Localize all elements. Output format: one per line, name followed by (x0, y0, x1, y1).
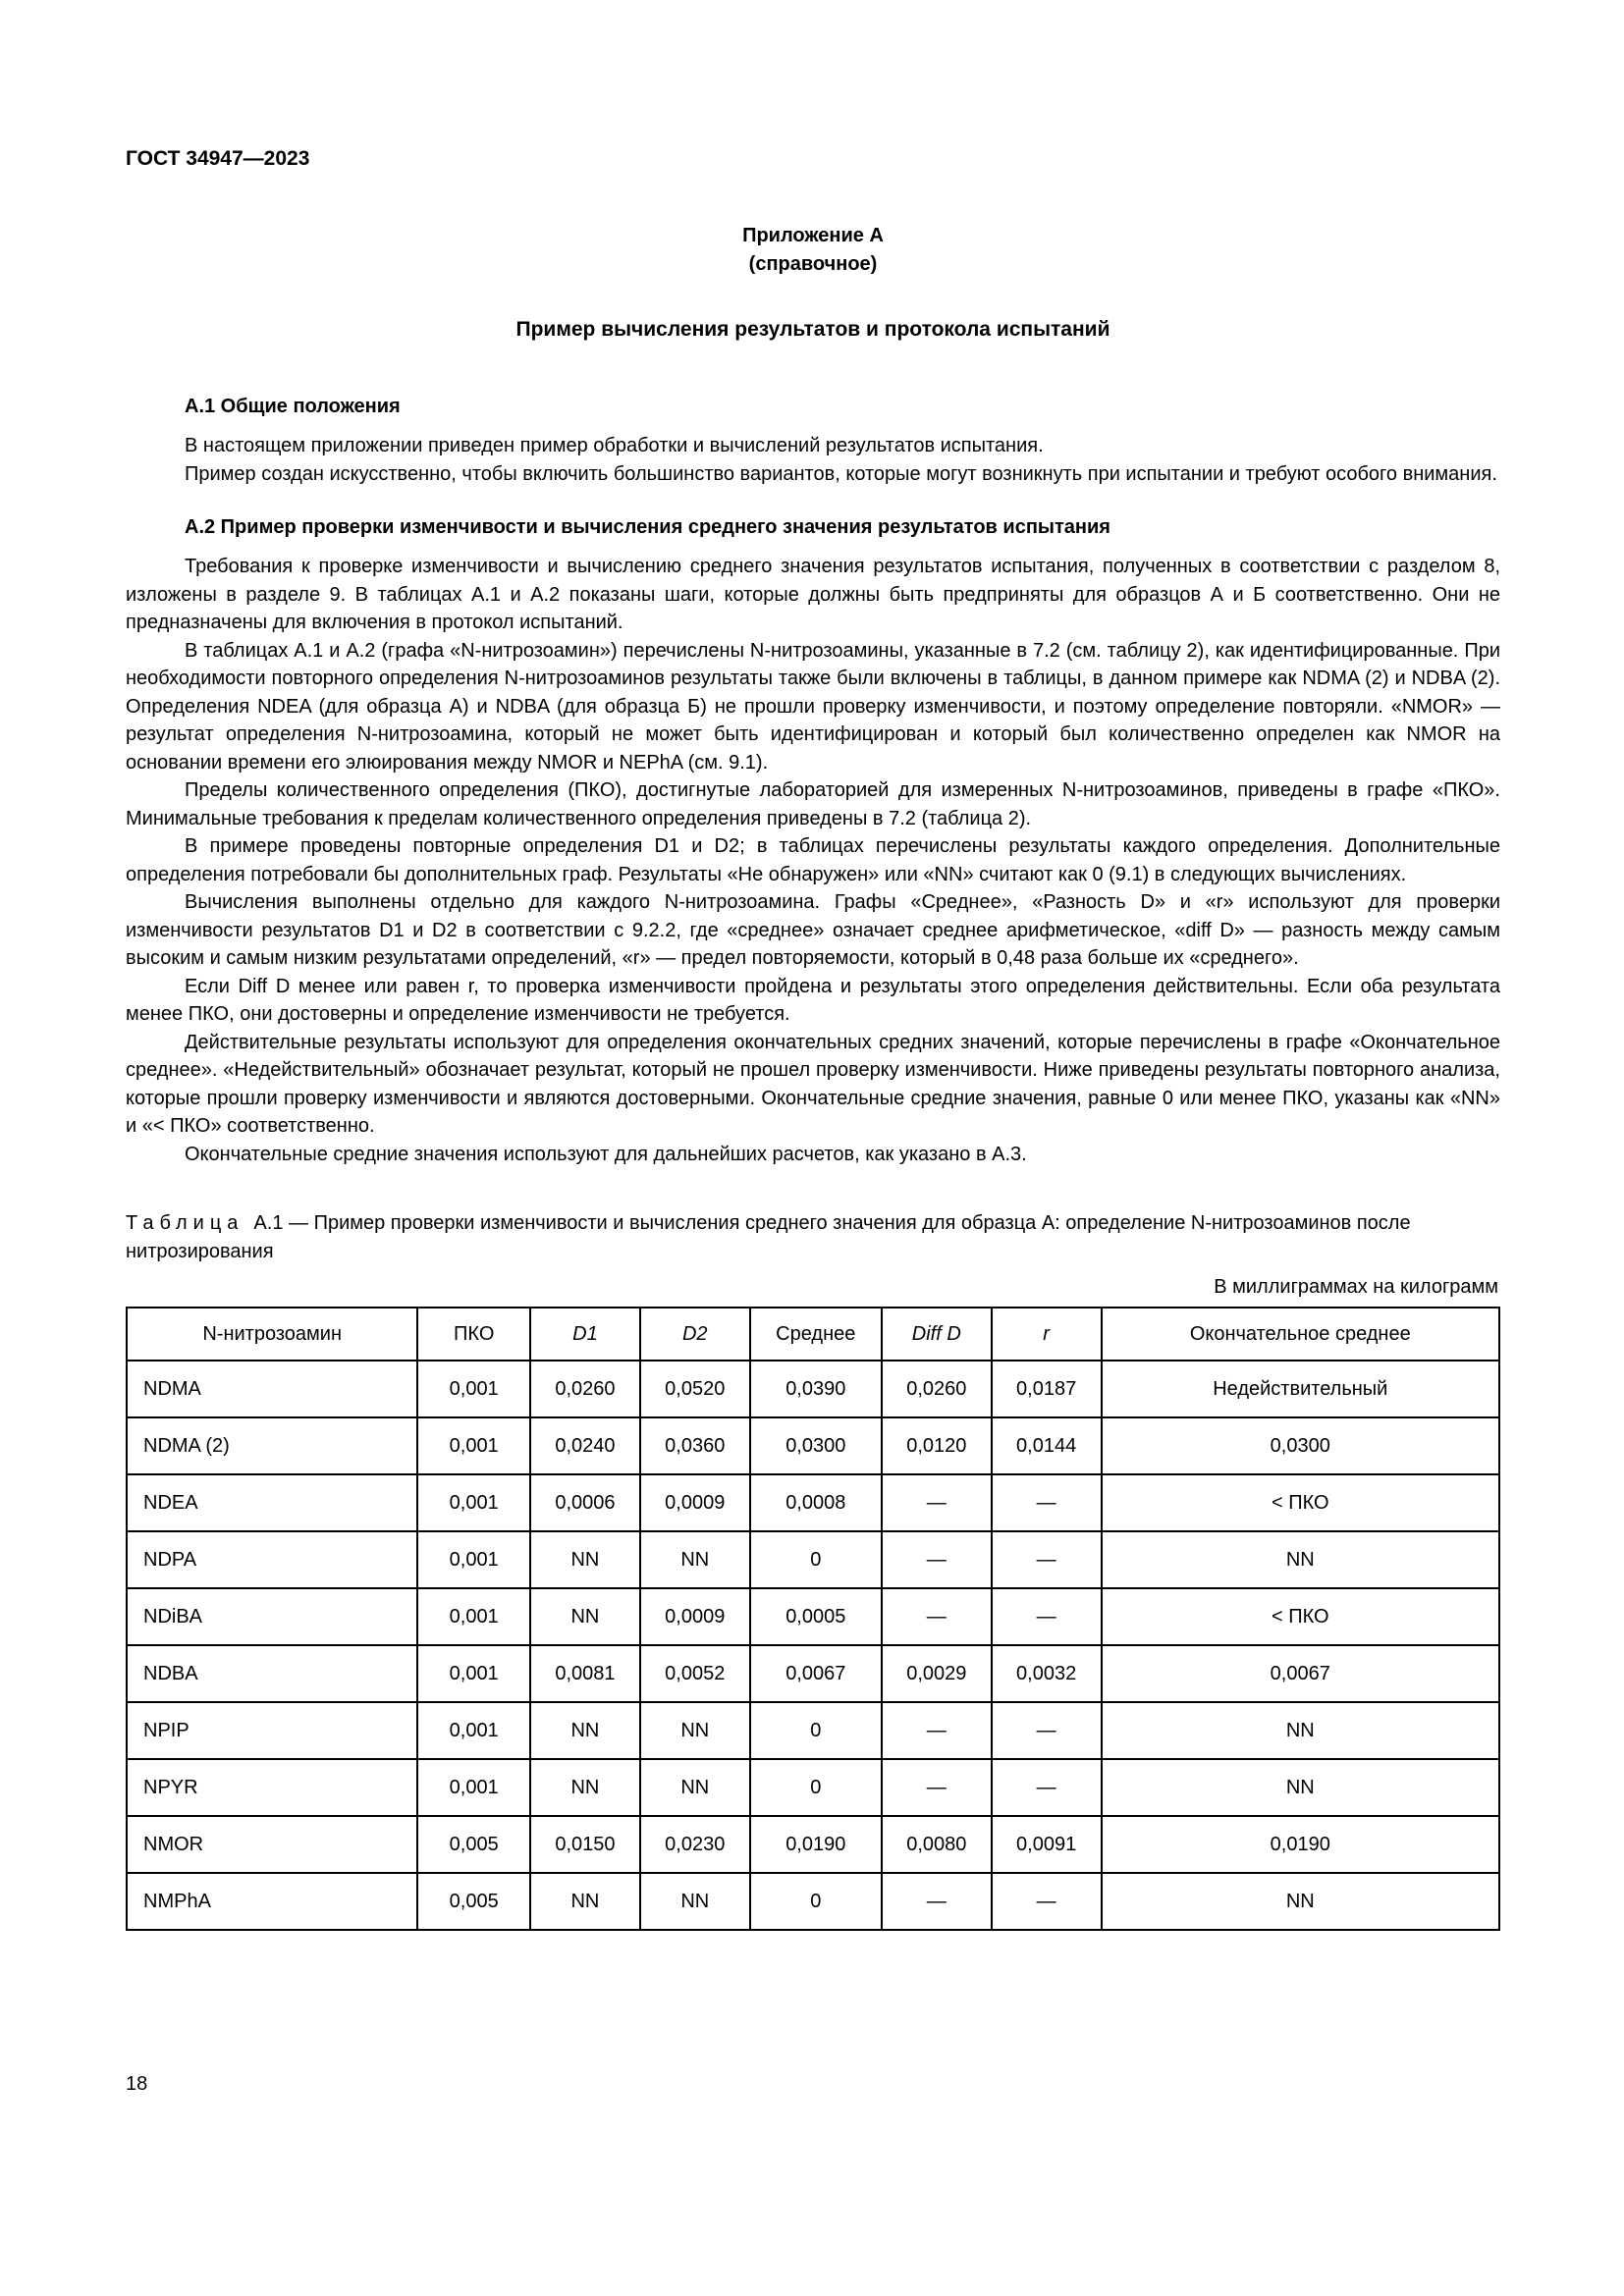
table-cell: — (882, 1588, 992, 1645)
table-cell: — (882, 1531, 992, 1588)
table-row (127, 1816, 1499, 1873)
table-cell: 0,0052 (640, 1645, 750, 1702)
table-cell: 0,0230 (640, 1816, 750, 1873)
table-cell: 0,0008 (750, 1474, 882, 1531)
table-cell: 0,001 (417, 1759, 530, 1816)
table-row (127, 1588, 1499, 1645)
table-cell: NN (530, 1873, 640, 1930)
table-header-cell: Среднее (750, 1308, 882, 1361)
table-cell: 0,001 (417, 1645, 530, 1702)
table-body (127, 1361, 1499, 1930)
table-cell: 0,0120 (882, 1417, 992, 1474)
table-cell: NMOR (127, 1816, 417, 1873)
table-cell: NN (1102, 1873, 1499, 1930)
table-cell: 0,001 (417, 1531, 530, 1588)
table-cell: — (992, 1588, 1102, 1645)
table-row (127, 1873, 1499, 1930)
appendix-kind: (справочное) (748, 253, 878, 275)
table-header-cell: D1 (530, 1308, 640, 1361)
table-cell: 0,001 (417, 1588, 530, 1645)
table-cell: NPYR (127, 1759, 417, 1816)
table-cell: 0,005 (417, 1816, 530, 1873)
results-table (126, 1307, 1500, 1931)
table-cell: — (882, 1759, 992, 1816)
page-number: 18 (126, 2073, 148, 2095)
table-cell: NN (530, 1759, 640, 1816)
table-caption-separator: — (283, 1212, 314, 1234)
table-cell: 0,0190 (1102, 1816, 1499, 1873)
table-cell: 0,0190 (750, 1816, 882, 1873)
table-cell: 0,0032 (992, 1645, 1102, 1702)
table-cell: 0,0260 (530, 1361, 640, 1417)
table-cell: 0,0260 (882, 1361, 992, 1417)
table-cell: NN (640, 1873, 750, 1930)
units-note: В миллиграммах на килограмм (1214, 1276, 1498, 1298)
table-cell: 0,0390 (750, 1361, 882, 1417)
table-cell: 0,0187 (992, 1361, 1102, 1417)
appendix-label: Приложение А (742, 225, 884, 246)
table-cell: 0,0360 (640, 1417, 750, 1474)
table-cell: 0,001 (417, 1474, 530, 1531)
paragraph: Действительные результаты используют для определения окончательных средних значений, которые перечислены в графе «Окончательное среднее». «Недействительный» обозначает результат, который не прошел проверку изменчивости. Ниже приведены результаты повторного анализа, которые прошли проверку изменчивости и являются достоверными. Окончательные средние значения, равные 0 или менее ПКО, указаны как «NN» и «< ПКО» соответственно. (126, 1031, 1500, 1137)
table-cell: 0,0240 (530, 1417, 640, 1474)
table-cell: NDBA (127, 1645, 417, 1702)
paragraph: В настоящем приложении приведен пример обработки и вычислений результатов испытания. (185, 435, 1044, 456)
table-caption-word: Таблица (126, 1212, 244, 1234)
table-row (127, 1702, 1499, 1759)
paragraph: Требования к проверке изменчивости и вычислению среднего значения результатов испытания, полученных в соответствии с разделом 8, изложены в разделе 9. В таблицах А.1 и А.2 показаны шаги, которые должны быть предприняты для образцов А и Б соответственно. Они не предназначены для включения в протокол испытаний. (126, 556, 1500, 633)
table-cell: NN (530, 1531, 640, 1588)
table-cell: — (882, 1474, 992, 1531)
table-cell: NN (530, 1588, 640, 1645)
table-cell: 0,001 (417, 1417, 530, 1474)
doc-number: ГОСТ 34947—2023 (126, 147, 310, 170)
table-cell: 0,0067 (750, 1645, 882, 1702)
table-cell: 0,0150 (530, 1816, 640, 1873)
table-cell: 0,001 (417, 1361, 530, 1417)
appendix-title: Пример вычисления результатов и протокола испытаний (515, 318, 1110, 341)
table-cell: NPIP (127, 1702, 417, 1759)
table-cell: — (992, 1759, 1102, 1816)
paragraph: Если Diff D менее или равен r, то проверка изменчивости пройдена и результаты этого определения действительны. Если оба результата менее ПКО, они достоверны и определение изменчивости не требуется. (126, 975, 1500, 1025)
table-row (127, 1759, 1499, 1816)
table-cell: 0,005 (417, 1873, 530, 1930)
table-row (127, 1474, 1499, 1531)
paragraph: Пример создан искусственно, чтобы включить большинство вариантов, которые могут возникнуть при испытании и требуют особого внимания. (185, 462, 1497, 485)
table-header-cell: D2 (640, 1308, 750, 1361)
paragraph: Вычисления выполнены отдельно для каждого N-нитрозоамина. Графы «Среднее», «Разность D» и «r» используют для проверки изменчивости результатов D1 и D2 в соответствии с 9.2.2, где «среднее» означает среднее арифметическое, «diff D» — разность между самым высоким и самым низким результатами определений, «r» — предел повторяемости, который в 0,48 раза больше их «среднего». (126, 891, 1500, 969)
table-cell: — (992, 1531, 1102, 1588)
table-cell: 0 (750, 1873, 882, 1930)
table-cell: NDPA (127, 1531, 417, 1588)
table-cell: 0,0144 (992, 1417, 1102, 1474)
table-cell: NDMA (127, 1361, 417, 1417)
table-cell: — (992, 1474, 1102, 1531)
table-cell: 0 (750, 1531, 882, 1588)
table-cell: NN (640, 1759, 750, 1816)
paragraph: В таблицах А.1 и А.2 (графа «N-нитрозоамин») перечислены N-нитрозоамины, указанные в 7.2 (см. таблицу 2), как идентифицированные. При необходимости повторного определения N-нитрозоаминов результаты также были включены в таблицы, в данном примере как NDMA (2) и NDBA (2). Определения NDEA (для образца А) и NDBA (для образца Б) не прошли проверку изменчивости, и поэтому определение повторяли. «NMOR» — результат определения N-нитрозоамина, который не может быть идентифицирован и который был количественно определен как NMOR на основании времени его элюирования между NMOR и NEPhA (см. 9.1). (126, 639, 1500, 774)
table-cell: NN (1102, 1531, 1499, 1588)
table-cell: NDEA (127, 1474, 417, 1531)
table-header-cell: Diff D (882, 1308, 992, 1361)
table-cell: 0,0006 (530, 1474, 640, 1531)
table-cell: NMPhA (127, 1873, 417, 1930)
table-cell: 0,0091 (992, 1816, 1102, 1873)
table-cell: 0,0029 (882, 1645, 992, 1702)
table-cell: 0,0005 (750, 1588, 882, 1645)
table-cell: — (882, 1873, 992, 1930)
table-cell: NDiBA (127, 1588, 417, 1645)
table-cell: 0,0009 (640, 1588, 750, 1645)
table-row (127, 1645, 1499, 1702)
table-header-cell: N-нитрозоамин (127, 1308, 417, 1361)
table-cell: 0,0300 (750, 1417, 882, 1474)
table-row (127, 1531, 1499, 1588)
table-cell: 0,0300 (1102, 1417, 1499, 1474)
table-cell: NN (1102, 1702, 1499, 1759)
table-cell: 0,0081 (530, 1645, 640, 1702)
table-cell: 0,0080 (882, 1816, 992, 1873)
table-cell: NN (530, 1702, 640, 1759)
content-blocks (126, 393, 1500, 1168)
table-cell: 0,0009 (640, 1474, 750, 1531)
table-cell: 0 (750, 1759, 882, 1816)
table-cell: Недействительный (1102, 1361, 1499, 1417)
table-row (127, 1361, 1499, 1417)
table-cell: < ПКО (1102, 1588, 1499, 1645)
table-cell: NDMA (2) (127, 1417, 417, 1474)
section-heading: А.1 Общие положения (185, 396, 401, 417)
table-header-cell: r (992, 1308, 1102, 1361)
table-cell: — (992, 1873, 1102, 1930)
table-cell: 0,0520 (640, 1361, 750, 1417)
paragraph: Окончательные средние значения используют для дальнейших расчетов, как указано в А.3. (185, 1143, 1027, 1165)
table-cell: NN (640, 1702, 750, 1759)
table-header-cell: Окончательное среднее (1102, 1308, 1499, 1361)
section-heading: А.2 Пример проверки изменчивости и вычисления среднего значения результатов испытания (185, 516, 1110, 538)
table-caption-text: Пример проверки изменчивости и вычисления среднего значения для образца А: определение N-нитрозоаминов после нитрозирования (126, 1212, 1411, 1262)
table-cell: — (992, 1702, 1102, 1759)
table-row (127, 1417, 1499, 1474)
table-cell: 0 (750, 1702, 882, 1759)
table-cell: 0,0067 (1102, 1645, 1499, 1702)
paragraph: Пределы количественного определения (ПКО), достигнутые лабораторией для измеренных N-нитрозоаминов, приведены в графе «ПКО». Минимальные требования к пределам количественного определения приведены в 7.2 (таблица 2). (126, 779, 1500, 829)
table-cell: — (882, 1702, 992, 1759)
table-header-row (127, 1308, 1499, 1361)
table-cell: < ПКО (1102, 1474, 1499, 1531)
table-cell: NN (1102, 1759, 1499, 1816)
table-cell: NN (640, 1531, 750, 1588)
table-caption-number: А.1 (253, 1212, 284, 1234)
table-caption (126, 1209, 1500, 1266)
paragraph: В примере проведены повторные определения D1 и D2; в таблицах перечислены результаты каждого определения. Дополнительные определения потребовали бы дополнительных граф. Результаты «Не обнаружен» или «NN» считают как 0 (9.1) в следующих вычислениях. (126, 835, 1500, 885)
table-header-cell: ПКО (417, 1308, 530, 1361)
table-cell: 0,001 (417, 1702, 530, 1759)
